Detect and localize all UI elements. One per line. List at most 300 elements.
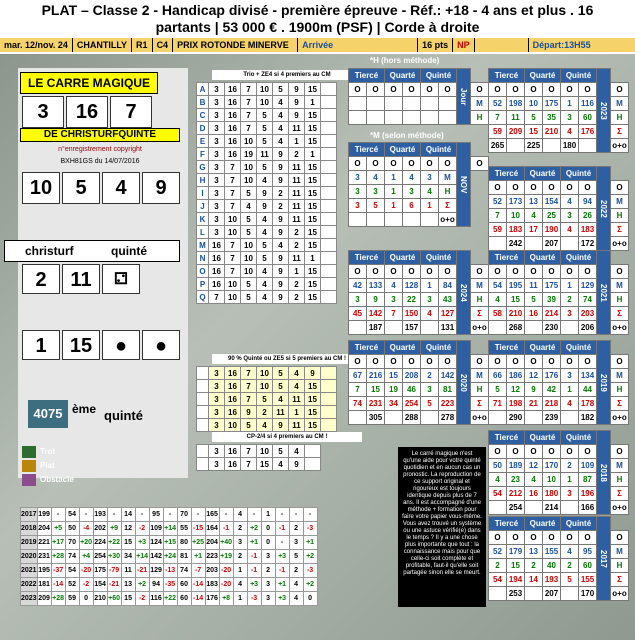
grid-cell: 2 xyxy=(257,406,273,419)
panel-cell: 87 xyxy=(579,473,597,487)
grid-row xyxy=(197,213,337,226)
grid-row xyxy=(197,135,337,148)
panel-cell: 3 xyxy=(421,293,439,307)
panel-cell: 216 xyxy=(367,369,385,383)
history-cell: +3 xyxy=(275,592,289,606)
panel-header xyxy=(349,69,489,83)
grid-cell: 7 xyxy=(225,252,241,265)
panel-cell: 129 xyxy=(579,279,597,293)
grid-cell: 15 xyxy=(305,239,321,252)
panel-cell: 4 xyxy=(525,209,543,223)
grid-row xyxy=(197,96,337,109)
grid-cell: 16 xyxy=(225,135,241,148)
panel-cell: O xyxy=(543,83,561,97)
stats-panel xyxy=(488,516,629,601)
grid-cell-blank xyxy=(321,265,337,278)
history-cell: +30 xyxy=(107,550,121,564)
copyright-label: n°enregistrement copyright xyxy=(58,146,142,153)
panel-cell: O xyxy=(471,157,489,171)
grid-cell: 4 xyxy=(257,291,273,304)
grid-row xyxy=(197,406,337,419)
history-cell: 0 xyxy=(261,536,275,550)
history-cell: +14 xyxy=(163,522,177,536)
panel-cell xyxy=(489,411,507,425)
history-cell: -1 xyxy=(247,564,261,578)
panel-cell: 3 xyxy=(561,369,579,383)
panel-cell: O xyxy=(489,265,507,279)
history-cell: 154 xyxy=(93,578,107,592)
panel-cell xyxy=(561,587,579,601)
panel-cell: 46 xyxy=(403,383,421,397)
panel-cell: M xyxy=(439,171,457,185)
panel-cell: 4 xyxy=(489,473,507,487)
panel-cell: H xyxy=(471,111,489,125)
history-cell: - xyxy=(163,508,177,522)
history-cell: +14 xyxy=(135,550,149,564)
grid-cell: 9 xyxy=(273,226,289,239)
history-cell: -14 xyxy=(191,592,205,606)
grid-cell: 15 xyxy=(305,419,321,432)
grid-cell: 16 xyxy=(225,96,241,109)
grid-cell-blank xyxy=(321,252,337,265)
grid-cell: 9 xyxy=(289,109,305,122)
panel-cell: 66 xyxy=(489,369,507,383)
grid-cell: 3 xyxy=(209,135,225,148)
grid-cell: 1 xyxy=(305,148,321,161)
panel-cell: O xyxy=(349,355,367,369)
magic-cell: 2 xyxy=(22,264,60,294)
dice-icon: ⚁ xyxy=(102,264,140,294)
race-depart: Départ:13H55 xyxy=(532,40,591,50)
grid1-title: Trio + ZE4 si 4 premiers au CM xyxy=(212,70,362,80)
legend xyxy=(22,446,74,486)
panel-cell: O xyxy=(421,157,439,171)
panel-cell: 6 xyxy=(403,199,421,213)
panel-cell: 157 xyxy=(403,321,421,335)
panel-cell: H xyxy=(471,383,489,397)
panel-cell: O xyxy=(561,445,579,459)
grid-cell-blank xyxy=(321,109,337,122)
panel-cell xyxy=(349,213,367,227)
grid-cell-blank xyxy=(321,213,337,226)
history-cell: - xyxy=(107,508,121,522)
panel-cell: O xyxy=(385,83,403,97)
legend-label: Obstacle xyxy=(40,475,74,485)
history-row xyxy=(21,564,318,578)
grid-cell: 15 xyxy=(305,278,321,291)
panel-cell: 44 xyxy=(579,383,597,397)
history-cell: 15 xyxy=(121,592,135,606)
panel-cell xyxy=(385,111,403,125)
history-cell: 70 xyxy=(177,508,191,522)
panel-cell: H xyxy=(611,209,629,223)
panel-cell: 2 xyxy=(489,559,507,573)
history-cell: 164 xyxy=(205,522,219,536)
history-cell: - xyxy=(219,508,233,522)
panel-head-cell: Quinté xyxy=(421,251,457,265)
panel-cell: M xyxy=(471,279,489,293)
grid-cell: 5 xyxy=(241,187,257,200)
race-place: CHANTILLY xyxy=(73,38,132,52)
panel-cell: 3 xyxy=(421,171,439,185)
history-cell: +17 xyxy=(51,536,65,550)
grid-cell: 4 xyxy=(289,380,305,393)
history-cell: 2019 xyxy=(21,536,38,550)
panel-cell: o+o xyxy=(611,587,629,601)
panel-cell: Σ xyxy=(471,307,489,321)
panel-cell: 170 xyxy=(543,459,561,473)
grid-row xyxy=(197,291,337,304)
panel-cell: 155 xyxy=(543,545,561,559)
panel-cell: O xyxy=(579,83,597,97)
grid-cell: 3 xyxy=(209,213,225,226)
panel-cell: 14 xyxy=(525,573,543,587)
history-cell: 2017 xyxy=(21,508,38,522)
grid-cell: 7 xyxy=(225,265,241,278)
panel-cell: 7 xyxy=(349,383,367,397)
panel-head-cell: Quarté xyxy=(525,69,561,83)
panel-cell: Σ xyxy=(611,397,629,411)
panel-cell: 253 xyxy=(507,587,525,601)
panel-header xyxy=(489,167,629,181)
panel-cell: 128 xyxy=(403,279,421,293)
panel-cell: O xyxy=(579,355,597,369)
panel-cell: 194 xyxy=(507,573,525,587)
history-cell: - xyxy=(191,508,205,522)
history-cell: 224 xyxy=(93,536,107,550)
history-cell: -15 xyxy=(191,522,205,536)
row-letter: P xyxy=(197,278,209,291)
grid-row xyxy=(197,226,337,239)
panel-cell: o+o xyxy=(611,321,629,335)
panel-cell: 278 xyxy=(439,411,457,425)
grid-cell: 9 xyxy=(289,83,305,96)
history-cell: 12 xyxy=(121,522,135,536)
stats-panel xyxy=(348,68,489,125)
grid-cell: 5 xyxy=(257,239,273,252)
panel-head-cell: Tiercé xyxy=(489,251,525,265)
grid-cell-blank xyxy=(305,458,321,471)
panel-header xyxy=(349,251,489,265)
panel-cell: 214 xyxy=(543,307,561,321)
grid-cell: 16 xyxy=(225,458,241,471)
grid-cell: 4 xyxy=(289,445,305,458)
panel-cell: 166 xyxy=(579,501,597,515)
grid-cell-blank xyxy=(321,367,337,380)
grid-cell-blank xyxy=(321,148,337,161)
history-cell: 0 xyxy=(79,592,93,606)
grid-cell: 3 xyxy=(209,393,225,406)
history-cell: +5 xyxy=(51,522,65,536)
panel-cell: 2 xyxy=(421,369,439,383)
history-cell: 2023 xyxy=(21,592,38,606)
panel-cell: 15 xyxy=(525,125,543,139)
panel-cell xyxy=(561,501,579,515)
grid-cell: 9 xyxy=(305,367,321,380)
panel-cell: O xyxy=(471,355,489,369)
panel-cell: 9 xyxy=(525,383,543,397)
grid-cell: 15 xyxy=(305,213,321,226)
history-cell: +40 xyxy=(219,536,233,550)
grid-cell-blank xyxy=(321,419,337,432)
grid-cell: 3 xyxy=(209,148,225,161)
panel-cell: 35 xyxy=(543,111,561,125)
panel-cell xyxy=(439,97,457,111)
panel-cell: O xyxy=(543,355,561,369)
grid-cell-blank xyxy=(321,406,337,419)
history-row xyxy=(21,536,318,550)
grid-cell: 5 xyxy=(257,135,273,148)
panel-cell: O xyxy=(507,83,525,97)
grid-cell: 1 xyxy=(305,96,321,109)
panel-cell: 42 xyxy=(543,383,561,397)
panel-header xyxy=(489,517,629,531)
panel-cell: 3 xyxy=(403,185,421,199)
panel-cell: O xyxy=(579,531,597,545)
history-cell: 129 xyxy=(149,564,163,578)
history-cell: 74 xyxy=(177,564,191,578)
history-cell: 54 xyxy=(65,564,79,578)
panel-cell: 23 xyxy=(507,473,525,487)
grid-cell: 10 xyxy=(257,96,273,109)
history-cell: 203 xyxy=(205,564,219,578)
grid-cell: 9 xyxy=(257,200,273,213)
magic-cell: 9 xyxy=(142,172,180,204)
panel-cell: 4 xyxy=(403,171,421,185)
panel-cell: H xyxy=(611,383,629,397)
history-cell: 176 xyxy=(205,592,219,606)
grid-cell: 4 xyxy=(273,393,289,406)
grid-cell: 5 xyxy=(257,122,273,135)
panel-cell: 155 xyxy=(579,573,597,587)
panel-header xyxy=(489,341,629,355)
info-note: Le carré magique n'est qu'une aide pour votre quinté quotidien et en aucun cas un pronostic. La reproduction de ce support original et rigoureux est toujours identique depuis plus de 7 ans. Il est accompagné d'une méthode + formation pour faire votre papier vous-même. Vous avez trouvé un système ou une astuce vérifié(e) dans le temps ? Il y a une chose plus importante que tout : la connaissance mais pour que celle-ci soit complète et profitable, faut-il qu'elle soit partagée sinon elle se meurt. xyxy=(398,447,486,607)
quinte-count-box: 4075 xyxy=(28,400,68,428)
panel-cell: 5 xyxy=(525,293,543,307)
panel-cell: 10 xyxy=(507,209,525,223)
grid-cell: 3 xyxy=(209,406,225,419)
history-cell: 2018 xyxy=(21,522,38,536)
history-cell: 60 xyxy=(177,592,191,606)
grid-cell: 16 xyxy=(225,367,241,380)
panel-cell: 4 xyxy=(385,279,403,293)
grid-row xyxy=(197,445,321,458)
panel-cell: 3 xyxy=(561,209,579,223)
history-row xyxy=(21,508,318,522)
history-cell: +1 xyxy=(247,536,261,550)
grid-cell: 9 xyxy=(289,96,305,109)
grid-cell: 9 xyxy=(273,419,289,432)
grid-cell: 3 xyxy=(209,83,225,96)
history-cell: -2 xyxy=(135,592,149,606)
panel-cell: O xyxy=(403,157,421,171)
grid-cell: 9 xyxy=(257,187,273,200)
magic-cell: 1 xyxy=(22,330,60,360)
history-cell: 95 xyxy=(149,508,163,522)
panel-cell: M xyxy=(471,97,489,111)
grid-cell: 16 xyxy=(225,445,241,458)
panel-cell: 4 xyxy=(525,473,543,487)
panel-cell: O xyxy=(349,157,367,171)
grid-cell: 2 xyxy=(289,148,305,161)
grid-cell: 16 xyxy=(209,278,225,291)
panel-cell: 52 xyxy=(489,97,507,111)
grid-cell: 10 xyxy=(225,213,241,226)
panel-cell: 21 xyxy=(525,397,543,411)
panel-cell: O xyxy=(489,355,507,369)
panel-cell: 175 xyxy=(543,97,561,111)
panel-cell: O xyxy=(543,531,561,545)
grid-cell: 10 xyxy=(241,265,257,278)
grid-cell: 15 xyxy=(305,187,321,200)
panel-header xyxy=(349,143,489,157)
history-row xyxy=(21,592,318,606)
magic-cell: 7 xyxy=(110,96,152,128)
panel-cell: 59 xyxy=(489,125,507,139)
race-r: R1 xyxy=(132,38,153,52)
panel-head-cell: Tiercé xyxy=(489,341,525,355)
history-cell: 142 xyxy=(149,550,163,564)
grid-cell: 3 xyxy=(209,445,225,458)
panel-cell: 154 xyxy=(543,195,561,209)
panel-head-cell: Tiercé xyxy=(349,341,385,355)
panel-cell: 67 xyxy=(349,369,367,383)
panel-cell xyxy=(385,411,403,425)
panel-cell: o+o xyxy=(611,237,629,251)
grid-cell: 16 xyxy=(225,122,241,135)
grid-cell: 9 xyxy=(273,252,289,265)
panel-cell: 58 xyxy=(489,307,507,321)
panel-cell: 2 xyxy=(561,559,579,573)
history-cell: 55 xyxy=(177,522,191,536)
panel-cell: 22 xyxy=(403,293,421,307)
panel-cell: O xyxy=(579,265,597,279)
panel-cell: 50 xyxy=(489,459,507,473)
history-cell: 221 xyxy=(37,536,51,550)
history-cell: -13 xyxy=(163,564,177,578)
panel-cell: 210 xyxy=(543,125,561,139)
grid-cell: 16 xyxy=(225,393,241,406)
history-cell: +22 xyxy=(107,536,121,550)
panel-cell: Σ xyxy=(611,487,629,501)
history-cell: +19 xyxy=(219,550,233,564)
grid-cell: 3 xyxy=(209,367,225,380)
grid-cell: 7 xyxy=(241,458,257,471)
panel-cell: 15 xyxy=(367,383,385,397)
grid-cell: 7 xyxy=(241,393,257,406)
panel-cell: 195 xyxy=(507,279,525,293)
panel-cell: 5 xyxy=(489,383,507,397)
panel-cell: O xyxy=(525,531,543,545)
grid-cell: 11 xyxy=(289,200,305,213)
grid-cell: 2 xyxy=(289,278,305,291)
panel-cell: 142 xyxy=(439,369,457,383)
legend-label: Trot xyxy=(40,447,56,457)
stats-panel xyxy=(348,340,489,425)
grid-cell: 10 xyxy=(225,419,241,432)
panel-cell: 182 xyxy=(579,411,597,425)
grid-cell: 5 xyxy=(241,278,257,291)
panel-cell: 60 xyxy=(579,559,597,573)
grid3-title: CP-2/4 si 4 premiers au CM ! xyxy=(212,432,362,442)
history-cell: 3 xyxy=(261,592,275,606)
history-cell: 183 xyxy=(205,578,219,592)
panel-cell: O xyxy=(525,83,543,97)
panel-cell xyxy=(421,411,439,425)
grid-cell: 5 xyxy=(257,161,273,174)
grid-cell: 2 xyxy=(273,200,289,213)
row-letter: D xyxy=(197,122,209,135)
grid-cell: 15 xyxy=(305,174,321,187)
grid-cell: 4 xyxy=(273,135,289,148)
panel-cell: 42 xyxy=(349,279,367,293)
history-cell: 52 xyxy=(65,578,79,592)
quinte-ordinal: ème xyxy=(72,402,97,416)
panel-cell: 11 xyxy=(507,111,525,125)
panel-cell: 54 xyxy=(489,573,507,587)
magic-cell: 10 xyxy=(22,172,60,204)
panel-cell: 290 xyxy=(507,411,525,425)
history-cell: 210 xyxy=(93,592,107,606)
grid-cell: 4 xyxy=(257,278,273,291)
panel-cell: 218 xyxy=(543,397,561,411)
grid-cell: 11 xyxy=(289,419,305,432)
history-cell: - xyxy=(135,508,149,522)
panel-cell: 198 xyxy=(507,97,525,111)
grid-cell: 15 xyxy=(305,265,321,278)
grid-cell: 5 xyxy=(241,226,257,239)
history-cell: 94 xyxy=(149,578,163,592)
trio-grid xyxy=(196,82,337,304)
grid-cell: 3 xyxy=(209,161,225,174)
grid-cell-blank xyxy=(321,122,337,135)
panel-cell: H xyxy=(471,293,489,307)
grid-row xyxy=(197,278,337,291)
grid-cell-blank xyxy=(321,187,337,200)
panel-cell: 186 xyxy=(507,369,525,383)
history-cell: 204 xyxy=(37,522,51,536)
history-cell: -35 xyxy=(163,578,177,592)
history-cell: +2 xyxy=(135,578,149,592)
stats-panel xyxy=(348,250,489,335)
grid-cell: 5 xyxy=(257,393,273,406)
panel-head-cell: Tiercé xyxy=(349,251,385,265)
history-cell: 2 xyxy=(233,550,247,564)
panel-cell: 45 xyxy=(349,307,367,321)
history-cell: 50 xyxy=(65,522,79,536)
panel-cell: 3 xyxy=(561,487,579,501)
legend-item xyxy=(22,460,74,472)
grid-cell: 15 xyxy=(257,458,273,471)
grid-cell: 10 xyxy=(257,83,273,96)
grid-cell: 2 xyxy=(289,291,305,304)
history-cell: - xyxy=(289,508,303,522)
panel-cell xyxy=(561,411,579,425)
row-letter xyxy=(197,406,209,419)
history-cell: - xyxy=(275,508,289,522)
panel-cell xyxy=(367,111,385,125)
panel-cell: O xyxy=(507,445,525,459)
grid-cell: 15 xyxy=(305,380,321,393)
panel-cell: 127 xyxy=(439,307,457,321)
grid-cell: 5 xyxy=(241,213,257,226)
panel-cell: M xyxy=(611,195,629,209)
panel-cell: 1 xyxy=(421,279,439,293)
history-cell: +3 xyxy=(275,550,289,564)
grid-row xyxy=(197,458,321,471)
grid-cell: 3 xyxy=(209,458,225,471)
history-cell: 2 xyxy=(289,564,303,578)
